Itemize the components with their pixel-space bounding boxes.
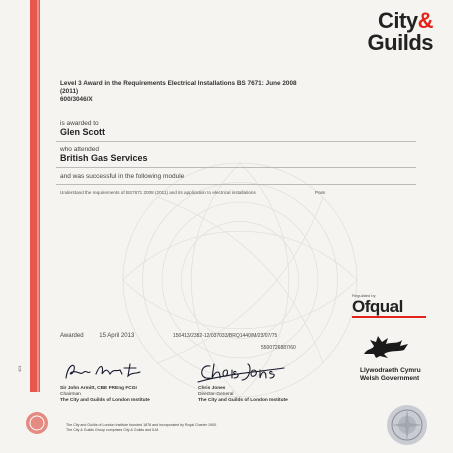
welsh-government-name: Llywodraeth Cymru Welsh Government	[360, 367, 421, 382]
module-label: and was successful in the following module	[60, 173, 185, 180]
ofqual-underline	[352, 316, 426, 318]
award-title-block	[60, 80, 310, 104]
left-red-band-highlight	[37, 0, 39, 392]
awarded-date: 15 April 2013	[99, 333, 135, 339]
regulator-name: Ofqual	[352, 297, 403, 316]
signatory-name: Sir John Armitt, CBE FREng FCGI	[60, 386, 137, 391]
signatory-org: The City and Guilds of London Institute	[60, 398, 150, 403]
module-result: Pass	[315, 190, 326, 195]
divider	[56, 141, 416, 142]
city-and-guilds-logo	[368, 10, 433, 54]
award-code: 600/3046/X	[60, 96, 93, 103]
signatory-chairman	[60, 386, 150, 404]
ofqual-logo	[352, 293, 426, 318]
seal-icon	[22, 410, 52, 436]
welsh-government-logo	[360, 330, 442, 383]
certificate-reference: 150413/2382-12/037033/BRQ1440/M/23/07/75	[173, 333, 278, 339]
recipient-name: Glen Scott	[60, 127, 106, 137]
signatory-org: The City and Guilds of London Institute	[198, 398, 288, 403]
logo-guilds: Guilds	[367, 30, 433, 55]
side-code: 401	[17, 365, 22, 372]
divider	[56, 184, 416, 185]
recipient-label: is awarded to	[60, 120, 99, 127]
signatory-role: Director-General	[198, 392, 234, 397]
centre-name: British Gas Services	[60, 153, 148, 163]
footer-text: The City and Guilds of London Institute founded 1878 and incorporated by Royal Charter 1900. The City & Guilds Group comprises City & Guilds and ILM.	[66, 423, 218, 432]
regulator-label: Regulated by	[352, 293, 376, 298]
signature-chairman	[62, 360, 152, 382]
divider	[56, 167, 416, 168]
logo-city: City	[378, 8, 418, 33]
award-title: Level 3 Award in the Requirements Electrical Installations BS 7671: June 2008 (2011)	[60, 80, 297, 95]
signatory-director-general	[198, 386, 288, 404]
module-description: Understand the requirements of BS7671 2008 (2011) and its application to electrical installations	[60, 190, 256, 195]
signatory-name: Chris Jones	[198, 386, 226, 391]
hologram-seal-icon	[385, 403, 429, 447]
certificate-number: 5500726887/60	[261, 345, 296, 351]
logo-ampersand: &	[417, 8, 433, 33]
dragon-icon	[360, 330, 412, 360]
awarded-label: Awarded	[60, 333, 84, 339]
signature-director-general	[196, 360, 288, 384]
signatory-role: Chairman	[60, 392, 81, 397]
centre-label: who attended	[60, 146, 100, 153]
awarded-line	[60, 333, 134, 339]
